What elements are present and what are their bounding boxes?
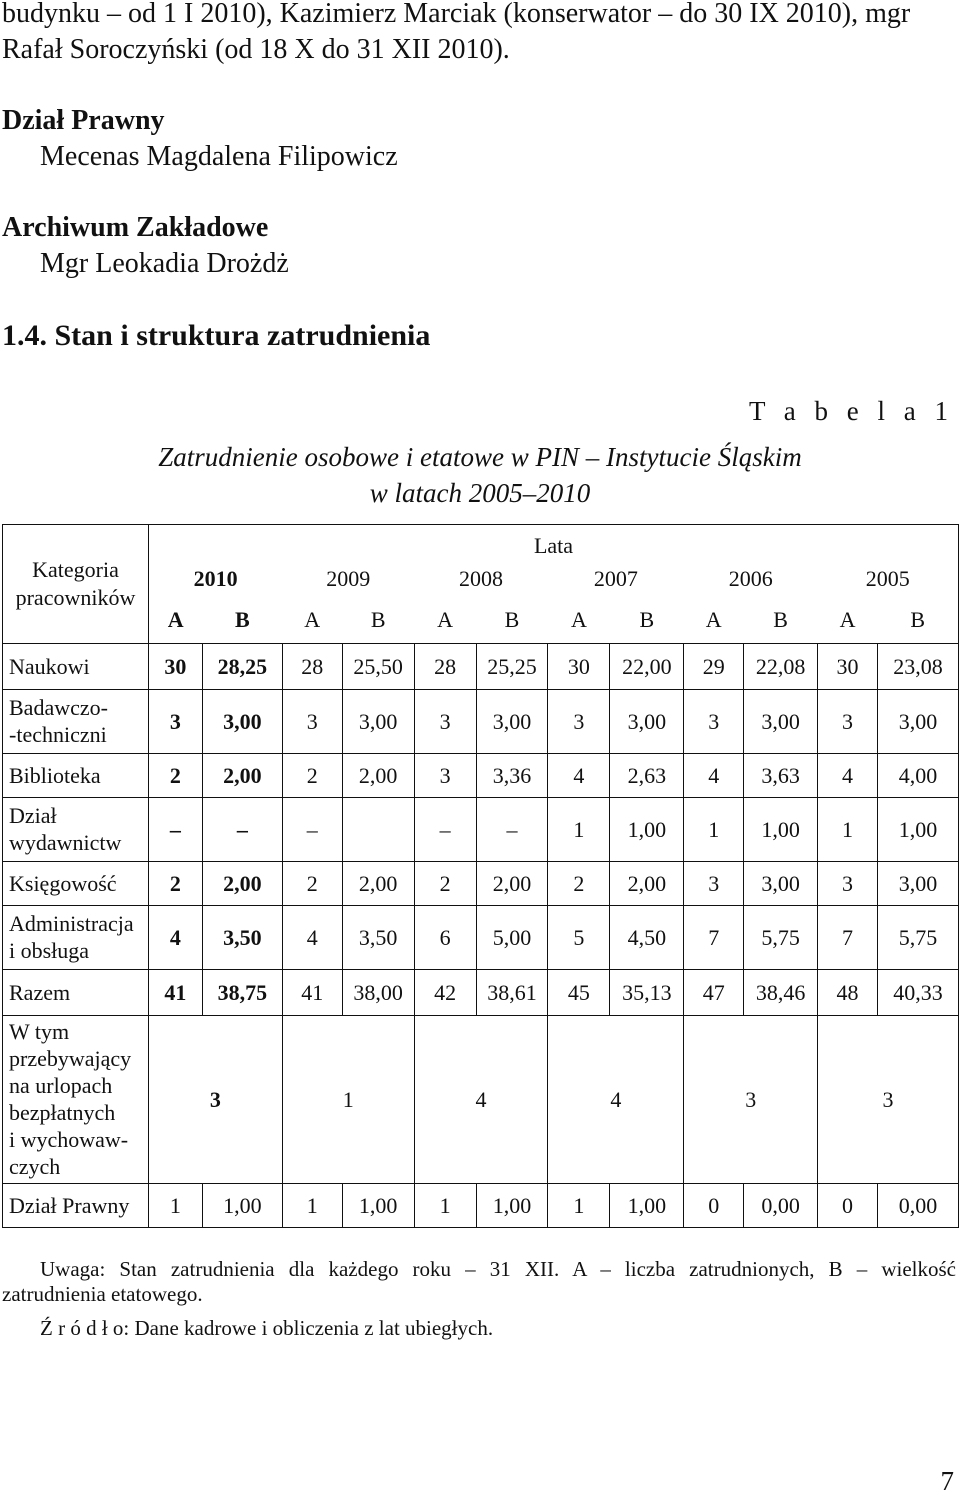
table-caption-line-2: w latach 2005–2010 <box>369 478 591 508</box>
table-row <box>3 905 959 969</box>
table-cell: 2,00 <box>610 861 684 905</box>
row-label-line: na urlopach <box>9 1073 113 1098</box>
table-cell: 1,00 <box>342 1183 414 1227</box>
table-cell: 7 <box>684 905 744 969</box>
table-cell: 3,00 <box>610 689 684 753</box>
table-cell: 3 <box>818 1015 959 1183</box>
table-cell: 3 <box>414 689 476 753</box>
table-cell: 2 <box>148 753 202 797</box>
table-cell: 2,00 <box>476 861 548 905</box>
row-label-line: Naukowi <box>9 653 90 679</box>
table-cell: 22,08 <box>744 643 818 689</box>
table-row <box>3 689 959 753</box>
row-label-line: bezpłatnych <box>9 1100 116 1125</box>
table-cell: 1 <box>282 1015 414 1183</box>
table-cell: 3,50 <box>202 905 282 969</box>
intro-line-2: Rafał Soroczyński (od 18 X do 31 XII 2010). <box>2 34 510 65</box>
table-cell: 3 <box>818 689 878 753</box>
note-line-1: Uwaga: Stan zatrudnienia dla każdego roku – 31 XII. A – liczba zatrudnionych, B – wielkość <box>40 1257 956 1281</box>
year-2010: 2010 <box>148 559 282 597</box>
section-heading-legal: Dział Prawny <box>2 105 165 136</box>
table-cell: 4 <box>148 905 202 969</box>
category-header-2: pracowników <box>15 584 136 610</box>
table-cell: 3 <box>684 861 744 905</box>
table-cell: 3,63 <box>744 753 818 797</box>
table-cell: 1,00 <box>610 797 684 861</box>
table-cell: 1,00 <box>878 797 959 861</box>
table-cell: 2,00 <box>202 753 282 797</box>
table-cell: 1 <box>414 1183 476 1227</box>
table-cell: – <box>148 797 202 861</box>
table-cell: 1,00 <box>610 1183 684 1227</box>
table-cell: 2,00 <box>342 861 414 905</box>
row-label-line: Biblioteka <box>9 762 101 788</box>
table-cell: 3,00 <box>476 689 548 753</box>
table-cell: 3,50 <box>342 905 414 969</box>
year-2009: 2009 <box>326 565 371 591</box>
sub-b: B <box>610 597 684 643</box>
data-rows <box>3 643 959 1227</box>
table-cell: 1,00 <box>744 797 818 861</box>
row-label-line: W tym <box>9 1019 70 1044</box>
row-label <box>3 861 149 905</box>
table-cell: 30 <box>548 643 610 689</box>
table-cell: 3,00 <box>744 689 818 753</box>
table-cell: 3,00 <box>744 861 818 905</box>
table-cell: 3,00 <box>878 861 959 905</box>
years-header: Lata <box>148 525 958 560</box>
header-row-years-label <box>3 525 959 560</box>
table-cell: 2 <box>148 861 202 905</box>
table-cell: 1 <box>684 797 744 861</box>
table-cell: 0,00 <box>744 1183 818 1227</box>
table-cell: 47 <box>684 969 744 1015</box>
table-cell: 3 <box>148 1015 282 1183</box>
table-row <box>3 643 959 689</box>
table-cell: 1 <box>282 1183 342 1227</box>
row-label-line: i wychowaw- <box>9 1127 129 1152</box>
table-cell: 0,00 <box>878 1183 959 1227</box>
row-label-line: wydawnictw <box>9 830 122 855</box>
table-caption-line-1: Zatrudnienie osobowe i etatowe w PIN – Instytucie Śląskim <box>158 442 802 472</box>
year-2005: 2005 <box>818 559 959 597</box>
page-number: 7 <box>940 1466 954 1496</box>
table-cell: 1 <box>548 1183 610 1227</box>
row-label <box>3 969 149 1015</box>
sub-b: B <box>342 597 414 643</box>
table-cell: 4 <box>548 1015 684 1183</box>
table-cell: – <box>414 797 476 861</box>
table-cell: 38,00 <box>342 969 414 1015</box>
sub-a: A <box>414 597 476 643</box>
table-cell: 3,36 <box>476 753 548 797</box>
table-cell: 45 <box>548 969 610 1015</box>
sub-b: B <box>744 597 818 643</box>
sub-b: B <box>878 597 959 643</box>
table-cell: 4 <box>414 1015 548 1183</box>
year-2007: 2007 <box>593 565 638 591</box>
table-cell: – <box>476 797 548 861</box>
table-cell: 4 <box>818 753 878 797</box>
table-cell: 4 <box>282 905 342 969</box>
table-cell: 2 <box>414 861 476 905</box>
table-cell: 25,50 <box>342 643 414 689</box>
table-cell <box>342 797 414 861</box>
section-person-archive: Mgr Leokadia Drożdż <box>40 248 289 279</box>
row-label-line: przebywający <box>9 1046 132 1071</box>
row-label <box>3 1015 149 1183</box>
table-cell: 38,75 <box>202 969 282 1015</box>
table-cell: 0 <box>684 1183 744 1227</box>
table-cell: 2 <box>282 753 342 797</box>
table-cell: 38,61 <box>476 969 548 1015</box>
sub-a: A <box>818 597 878 643</box>
table-cell: 40,33 <box>878 969 959 1015</box>
table-cell: 30 <box>818 643 878 689</box>
table-row <box>3 861 959 905</box>
table-cell: 2,00 <box>202 861 282 905</box>
row-label-line: i obsługa <box>9 938 90 963</box>
employment-table <box>2 524 959 1228</box>
table-cell: 2 <box>282 861 342 905</box>
table-row <box>3 969 959 1015</box>
table-cell: 4,50 <box>610 905 684 969</box>
table-cell: – <box>282 797 342 861</box>
section-person-legal: Mecenas Magdalena Filipowicz <box>40 141 398 172</box>
sub-b: B <box>476 597 548 643</box>
row-label-line: Dział <box>9 803 57 828</box>
table-cell: 28 <box>282 643 342 689</box>
table-cell: 2 <box>548 861 610 905</box>
table-cell: – <box>202 797 282 861</box>
table-cell: 23,08 <box>878 643 959 689</box>
sub-a: A <box>684 597 744 643</box>
table-cell: 3,00 <box>878 689 959 753</box>
row-label-line: Razem <box>9 979 71 1005</box>
table-cell: 2,63 <box>610 753 684 797</box>
table-cell: 3 <box>684 689 744 753</box>
note-line-2: zatrudnienia etatowego. <box>2 1282 203 1306</box>
table-cell: 28 <box>414 643 476 689</box>
table-cell: 35,13 <box>610 969 684 1015</box>
table-cell: 28,25 <box>202 643 282 689</box>
table-cell: 3,00 <box>342 689 414 753</box>
table-cell: 4 <box>548 753 610 797</box>
table-cell: 0 <box>818 1183 878 1227</box>
row-label: Dział Prawny <box>3 1183 149 1227</box>
table-cell: 5,75 <box>878 905 959 969</box>
row-label-line: -techniczni <box>9 722 107 747</box>
row-label-line: Badawczo- <box>9 695 108 720</box>
table-cell: 1 <box>818 797 878 861</box>
row-label-line: Księgowość <box>9 870 117 896</box>
table-cell: 6 <box>414 905 476 969</box>
source-note: Ź r ó d ł o: Dane kadrowe i obliczenia z lat ubiegłych. <box>40 1316 494 1340</box>
table-cell: 5 <box>548 905 610 969</box>
sub-a: A <box>282 597 342 643</box>
table-row <box>3 753 959 797</box>
sub-a: A <box>148 597 202 643</box>
table-cell: 42 <box>414 969 476 1015</box>
row-label <box>3 643 149 689</box>
table-cell: 38,46 <box>744 969 818 1015</box>
table-cell: 3 <box>548 689 610 753</box>
table-cell: 4 <box>684 753 744 797</box>
section-heading-archive: Archiwum Zakładowe <box>2 212 269 243</box>
row-label <box>3 905 149 969</box>
table-cell: 7 <box>818 905 878 969</box>
section-title: 1.4. Stan i struktura zatrudnienia <box>2 319 431 352</box>
table-label: T a b e l a 1 <box>749 396 954 426</box>
table-cell: 1 <box>148 1183 202 1227</box>
sub-a: A <box>548 597 610 643</box>
category-header-1: Kategoria <box>32 556 119 582</box>
table-cell: 3 <box>282 689 342 753</box>
table-cell: 3 <box>684 1015 818 1183</box>
row-label <box>3 753 149 797</box>
intro-line-1: budynku – od 1 I 2010), Kazimierz Marciak (konserwator – do 30 IX 2010), mgr <box>2 0 911 29</box>
table-cell: 1,00 <box>202 1183 282 1227</box>
table-cell: 41 <box>282 969 342 1015</box>
table-cell: 29 <box>684 643 744 689</box>
table-row-leave <box>3 1015 959 1183</box>
row-label <box>3 797 149 861</box>
sub-b: B <box>202 597 282 643</box>
table-cell: 1,00 <box>476 1183 548 1227</box>
category-header <box>3 525 149 644</box>
table-cell: 4,00 <box>878 753 959 797</box>
table-cell: 2,00 <box>342 753 414 797</box>
table-cell: 5,00 <box>476 905 548 969</box>
table-cell: 48 <box>818 969 878 1015</box>
table-cell: 3 <box>414 753 476 797</box>
table-cell: 30 <box>148 643 202 689</box>
table-row-legal <box>3 1183 959 1227</box>
table-cell: 5,75 <box>744 905 818 969</box>
table-cell: 3,00 <box>202 689 282 753</box>
table-cell: 1 <box>548 797 610 861</box>
table-cell: 41 <box>148 969 202 1015</box>
table-row <box>3 797 959 861</box>
row-label-line: Administracja <box>9 911 134 936</box>
year-2006: 2006 <box>728 565 773 591</box>
year-2008: 2008 <box>459 565 504 591</box>
table-cell: 22,00 <box>610 643 684 689</box>
row-label-line: czych <box>9 1154 61 1179</box>
row-label <box>3 689 149 753</box>
table-cell: 25,25 <box>476 643 548 689</box>
table-cell: 3 <box>148 689 202 753</box>
table-cell: 3 <box>818 861 878 905</box>
